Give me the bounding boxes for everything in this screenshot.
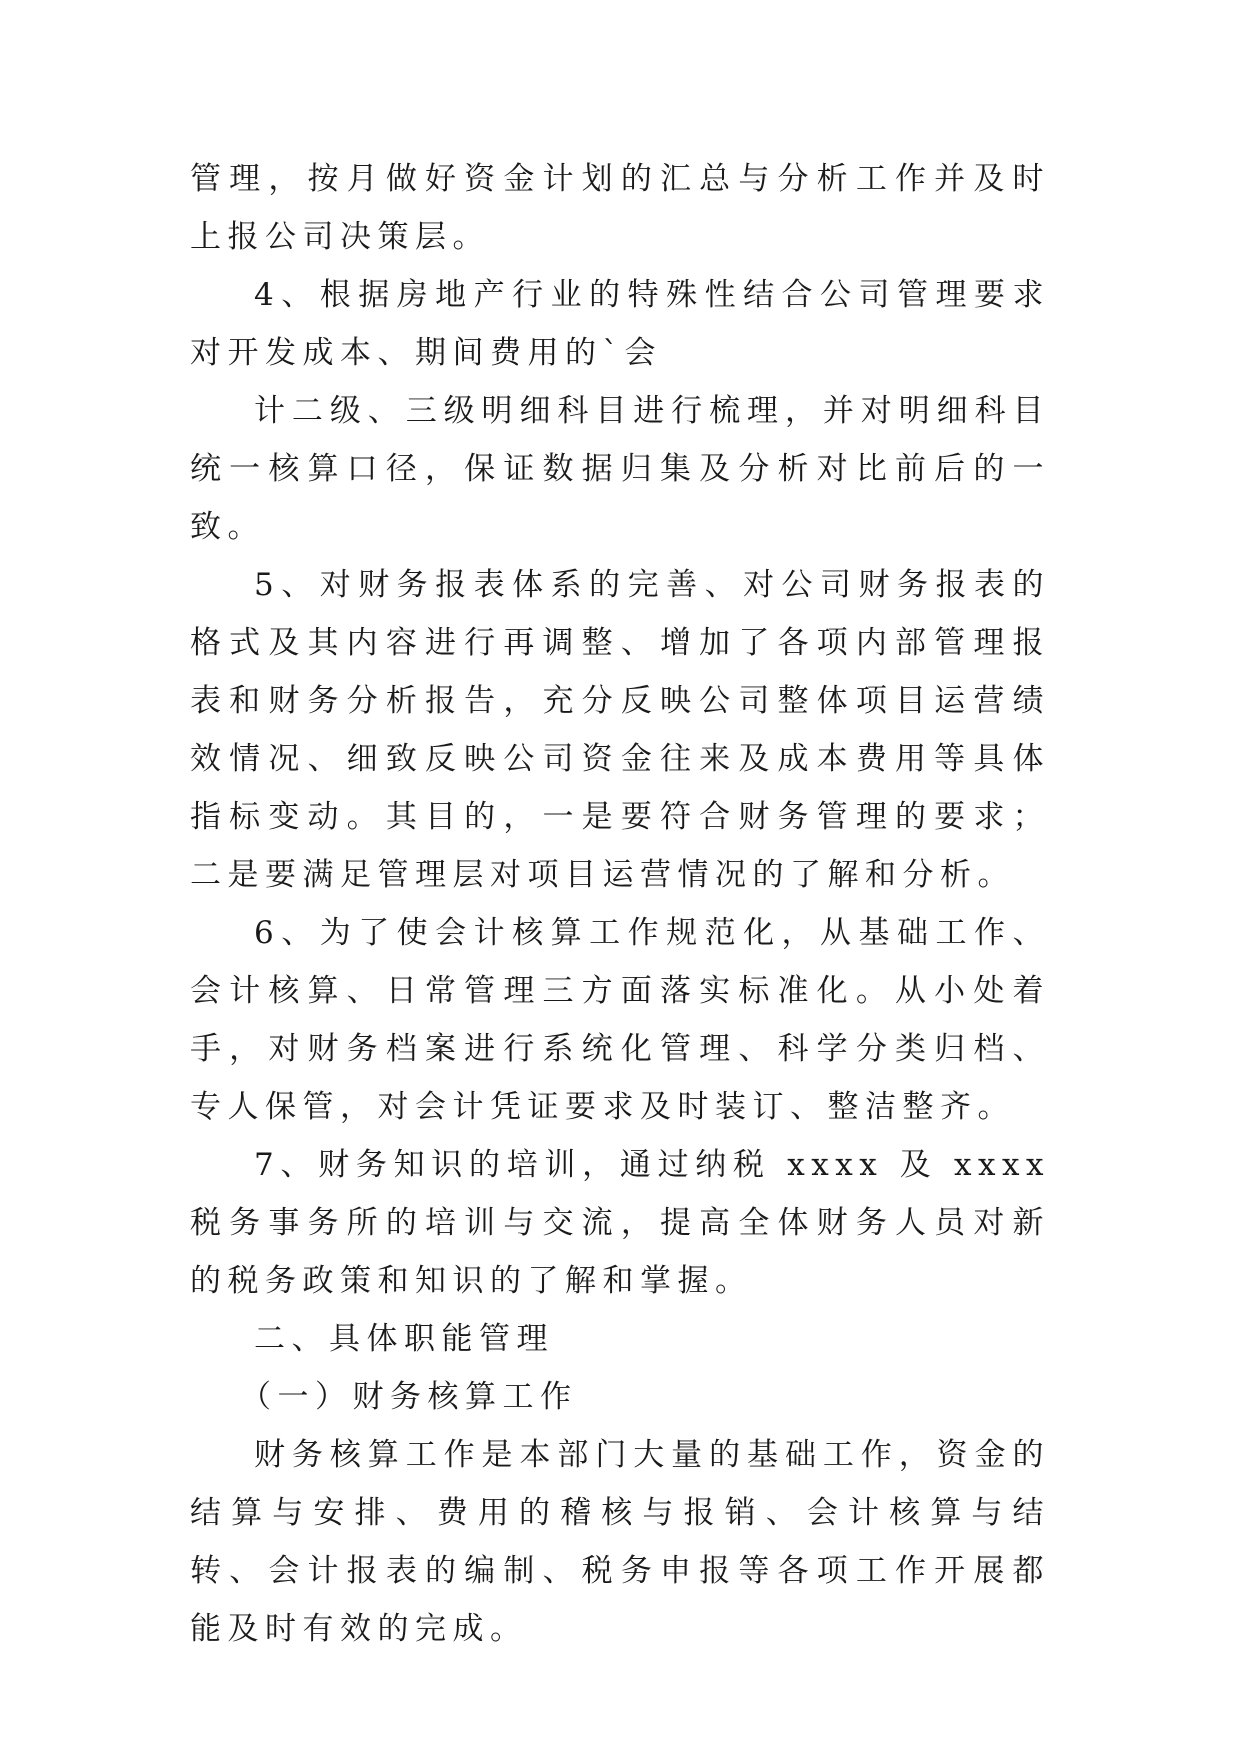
- subsection-heading: （一）财务核算工作: [240, 1379, 578, 1415]
- paragraph-item-5: 5、对财务报表体系的完善、对公司财务报表的格式及其内容进行再调整、增加了各项内部管理报表和财务分析报告，充分反映公司整体项目运营绩效情况、细致反映公司资金往来及成本费用等具体指标变动。其目的，一是要符合财务管理的要求；二是要满足管理层对项目运营情况的了解和分析。: [190, 567, 1050, 893]
- paragraph-accounting-work: 财务核算工作是本部门大量的基础工作，资金的结算与安排、费用的稽核与报销、会计核算与结转、会计报表的编制、税务申报等各项工作开展都能及时有效的完成。: [190, 1437, 1050, 1647]
- paragraph-item-4: 4、根据房地产行业的特殊性结合公司管理要求对开发成本、期间费用的`会: [190, 277, 1050, 371]
- document-body: [190, 150, 1050, 1658]
- section-heading: 二、具体职能管理: [254, 1321, 554, 1357]
- paragraph-item-7: 7、财务知识的培训，通过纳税 xxxx 及 xxxx 税务事务所的培训与交流，提高全体财务人员对新的税务政策和知识的了解和掌握。: [190, 1147, 1050, 1299]
- paragraph-item-4-continued: 计二级、三级明细科目进行梳理，并对明细科目统一核算口径，保证数据归集及分析对比前后的一致。: [190, 393, 1050, 545]
- paragraph-continuation: 管理，按月做好资金计划的汇总与分析工作并及时上报公司决策层。: [190, 161, 1050, 255]
- paragraph-item-6: 6、为了使会计核算工作规范化，从基础工作、会计核算、日常管理三方面落实标准化。从小处着手，对财务档案进行系统化管理、科学分类归档、专人保管，对会计凭证要求及时装订、整洁整齐。: [190, 915, 1050, 1125]
